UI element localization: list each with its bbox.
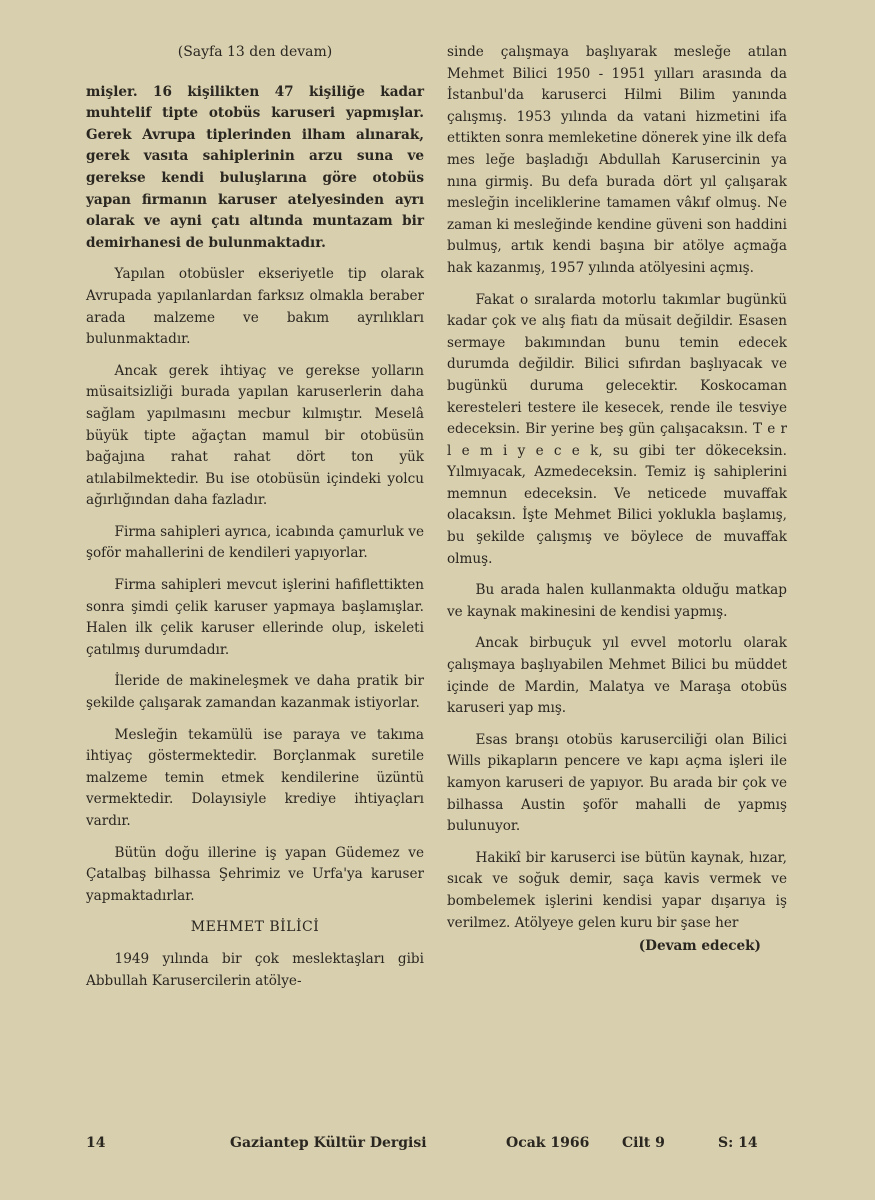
paragraph: sinde çalışmaya başlıyarak mesleğe atılan Mehmet Bilici 1950 - 1951 yılları arasında da İstanbul'da karuserci Hilmi Bilim yanında çalışmış. 1953 yılında da vatani hizmetini ifa ettikten sonra memleketine dönerek yine ilk defa mes leğe başladığı Abdullah Karusercinin ya nına girmiş. Bu defa burada dört yıl çalışarak mesleğin inceliklerine tamamen vâkıf olmuş. Ne zaman ki mesleğinde kendine güveni son haddini bulmuş, artık kendi başına bir atölye açmağa hak kazanmış, 1957 yılında atölyesini açmış. bbox=[447, 44, 787, 276]
paragraph: mişler. 16 kişilikten 47 kişiliğe kadar muhtelif tipte otobüs karuseri yapmışlar. Gerek Avrupa tiplerinden ilham alınarak, gerek vasıta sahiplerinin arzu suna ve gerekse kendi buluşlarına göre otobüs yapan firmanın karuser atelyesinden ayrı olarak ve ayni çatı altında muntazam bir demirhanesi de bulunmaktadır. bbox=[86, 83, 424, 251]
continued-note: (Devam edecek) bbox=[638, 938, 761, 955]
paragraph: Firma sahipleri mevcut işlerini hafiflettikten sonra şimdi çelik karuser yapmaya başlamışlar. Halen ilk çelik karuser ellerinde olup, iskeleti çatılmış durumdadır. bbox=[86, 577, 424, 658]
continued-from-note: (Sayfa 13 den devam) bbox=[177, 44, 333, 60]
author-heading: MEHMET BİLİCİ bbox=[190, 919, 320, 936]
volume-number: Cilt 9 bbox=[622, 1135, 665, 1151]
left-column bbox=[86, 42, 424, 992]
publication-name: Gaziantep Kültür Dergisi bbox=[230, 1135, 427, 1151]
paragraph: Fakat o sıralarda motorlu takımlar bugünkü kadar çok ve alış fiatı da müsait değildir. Esasen sermaye bakımından bunu temin edecek durumda değildir. Bilici sıfırdan başlıyacak ve bugünkü duruma gelecektir. Koskocaman kerestelerі testere ile kesecek, rende ile tesviye edeceksin. Bir yerine beş gün çalışacaksın. T e r l e m i y e c e k, su gibi ter dökeceksin. Yılmıyacak, Azmedeceksin. Temiz iş sahiplerini memnun edeceksin. Ve neticede muvaffak olacaksın. İşte Mehmet Bilici yoklukla başlamış, bu şekilde çalışmış ve böylece de muvaffak olmuş. bbox=[447, 291, 787, 567]
paragraph: Yapılan otobüsler ekseriyetle tip olarak Avrupada yapılanlardan farksız olmakla beraber arada malzeme ve bakım ayrılıkları bulunmaktadır. bbox=[86, 266, 424, 348]
paragraph: Bütün doğu illerine iş yapan Güdemez ve Çatalbaş bilhassa Şehrimiz ve Urfa'ya karuser yapmaktadırlar. bbox=[86, 844, 424, 904]
paragraph: Bu arada halen kullanmakta olduğu matkap ve kaynak makinesini de kendisi yapmış. bbox=[447, 582, 787, 620]
paragraph: 1949 yılında bir çok meslektaşları gibi Abbullah Karusercilerin atölye- bbox=[86, 950, 424, 989]
paragraph: Ancak gerek ihtiyaç ve gerekse yolların müsaitsizliği burada yapılan karuserlerin daha sağlam yapılmasını mecbur kılmıştır. Meselâ büyük tipte ağaçtan mamul bir otobüsün bağajına rahat rahat dört ton yük atılabilmektedir. Bu ise otobüsün içindeki yolcu ağırlığından daha fazladır. bbox=[86, 362, 424, 509]
paragraph: Ancak birbuçuk yıl evvel motorlu olarak çalışmaya başlıyabilen Mehmet Bilici bu müddet içinde de Mardin, Malatya ve Maraşa otobüs karuseri yap mış. bbox=[447, 635, 787, 717]
paragraph: Firma sahipleri ayrıca, icabında çamurluk ve şoför mahallerini de kendileri yapıyorlar. bbox=[86, 523, 424, 562]
paragraph: Hakikî bir karuserci ise bütün kaynak, hızar, sıcak ve soğuk demir, saça kavis vermek ve bombelemek işlerini kendisi yapar dışarıya iş verilmez. Atölyeye gelen kuru bir şase her bbox=[447, 849, 787, 931]
page-number: 14 bbox=[86, 1135, 106, 1151]
issue-date: Ocak 1966 bbox=[506, 1135, 590, 1151]
paragraph: Mesleğin tekamülü ise paraya ve takıma ihtiyaç göstermektedir. Borçlanmak suretile malzeme temin etmek kendilerine üzüntü vermektedir. Dolayısiyle krediye ihtiyaçları vardır. bbox=[86, 726, 424, 829]
paragraph: İleride de makineleşmek ve daha pratik bir şekilde çalışarak zamandan kazanmak istiyorlar. bbox=[86, 673, 424, 712]
issue-number: S: 14 bbox=[718, 1135, 758, 1151]
right-column bbox=[447, 42, 787, 958]
paragraph: Esas branşı otobüs karuserciliği olan Bilici Wills pikapların pencere ve kapı açma işleri ile kamyon karuseri de yapıyor. Bu arada bir çok ve bilhassa Austin şoför mahalli de yapmış bulunuyor. bbox=[447, 731, 787, 835]
